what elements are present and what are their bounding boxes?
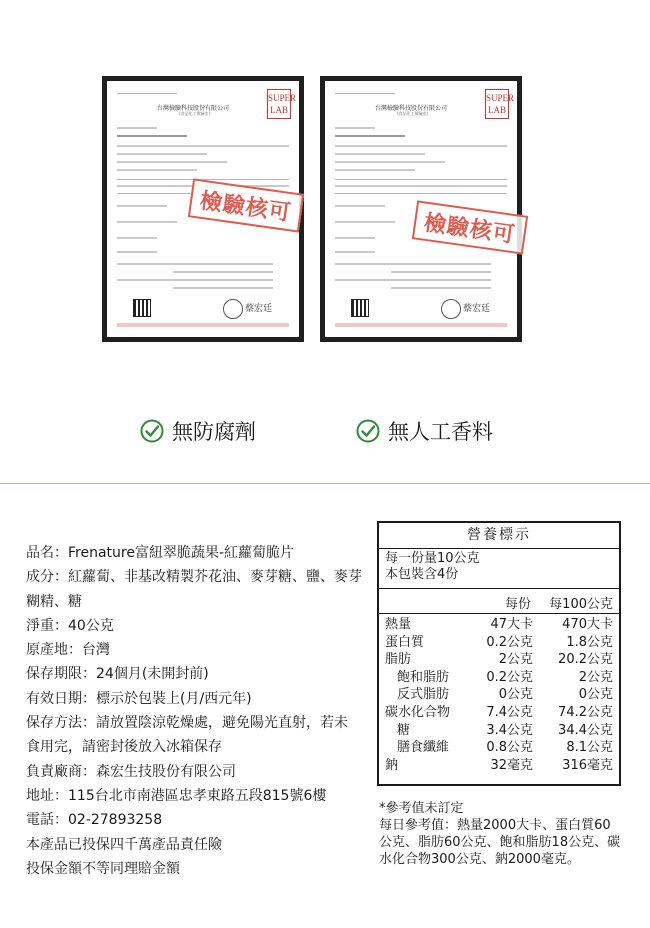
per-100g-value: 74.2公克 bbox=[558, 704, 613, 720]
col-per-100g: 每100公克 bbox=[549, 597, 613, 612]
nutrition-row bbox=[379, 704, 619, 722]
nutrition-header bbox=[379, 589, 619, 614]
nutrient-name: 蛋白質 bbox=[385, 634, 425, 650]
signature: 蔡宏廷 bbox=[463, 304, 491, 314]
reference-note-body: 每日參考值：熱量2000大卡、蛋白質60公克、脂肪60公克、飽和脂肪18公克、碳水化合物300公克、鈉2000毫克。 bbox=[379, 818, 621, 867]
insurance-note: 投保金額不等同理賠金額 bbox=[26, 860, 180, 877]
nutrient-name: 脂肪 bbox=[385, 652, 412, 668]
storage: 保存方法：請放置陰涼乾燥處，避免陽光直射，若未 bbox=[26, 715, 348, 732]
serving-size: 每一份量10公克 bbox=[385, 551, 480, 566]
phone: 電話：02-27893258 bbox=[26, 812, 163, 829]
reference-note-title: *參考值未訂定 bbox=[379, 801, 464, 816]
section-divider bbox=[0, 483, 650, 484]
qr-code bbox=[351, 299, 369, 317]
address: 地址：115台北市南港區忠孝東路五段815號6樓 bbox=[26, 787, 327, 804]
per-serving-value: 0公克 bbox=[498, 687, 533, 703]
per-100g-value: 316毫克 bbox=[562, 757, 613, 773]
nutrition-title: 營養標示 bbox=[379, 523, 619, 549]
nutrient-name: 膳食纖維 bbox=[397, 740, 450, 756]
shelf-life: 保存期限：24個月(未開封前) bbox=[26, 666, 209, 683]
check-circle-icon bbox=[140, 419, 164, 443]
super-lab-logo: SUPER LAB bbox=[485, 89, 509, 119]
approval-stamp: 檢驗核可 bbox=[188, 178, 304, 232]
no-preservatives-badge bbox=[140, 416, 256, 446]
servings-per-pack: 本包裝含4份 bbox=[385, 567, 459, 582]
nutrition-row bbox=[379, 651, 619, 669]
badge-label: 無防腐劑 bbox=[172, 420, 256, 444]
nutrient-name: 反式脂肪 bbox=[397, 687, 450, 703]
report-subtitle: (食品化工實驗室) bbox=[179, 111, 211, 116]
per-serving-value: 2公克 bbox=[498, 652, 533, 668]
check-circle-icon bbox=[356, 419, 380, 443]
nutrient-name: 鈉 bbox=[385, 757, 399, 773]
nutrition-row bbox=[379, 669, 619, 687]
per-100g-value: 1.8公克 bbox=[566, 634, 613, 650]
report-header bbox=[335, 103, 507, 119]
per-100g-value: 20.2公克 bbox=[558, 652, 613, 668]
per-serving-value: 47大卡 bbox=[490, 617, 533, 632]
nutrition-row bbox=[379, 722, 619, 740]
nutrition-row bbox=[379, 757, 619, 775]
insurance: 本產品已投保四千萬產品責任險 bbox=[26, 836, 222, 853]
per-100g-value: 0公克 bbox=[578, 687, 613, 703]
report-company: 台灣檢驗科技股份有限公司 bbox=[375, 105, 448, 112]
serving-info bbox=[379, 549, 619, 589]
expiry: 有效日期：標示於包裝上(月/西元年) bbox=[26, 690, 252, 707]
per-serving-value: 32毫克 bbox=[490, 757, 533, 773]
lab-seal bbox=[223, 299, 243, 319]
nutrient-name: 熱量 bbox=[385, 617, 412, 632]
report-header bbox=[117, 103, 289, 119]
approval-stamp: 檢驗核可 bbox=[412, 200, 528, 254]
per-serving-value: 0.8公克 bbox=[486, 740, 533, 756]
nutrition-row bbox=[379, 739, 619, 757]
per-serving-value: 3.4公克 bbox=[486, 722, 533, 738]
per-100g-value: 2公克 bbox=[578, 669, 613, 685]
nutrient-name: 碳水化合物 bbox=[385, 704, 451, 720]
super-lab-logo: SUPER LAB bbox=[267, 89, 291, 119]
report-company: 台灣檢驗科技股份有限公司 bbox=[157, 105, 230, 112]
badge-label: 無人工香料 bbox=[388, 420, 493, 444]
signature: 蔡宏廷 bbox=[245, 304, 273, 314]
per-100g-value: 8.1公克 bbox=[566, 740, 613, 756]
nutrition-rows bbox=[379, 614, 619, 774]
nutrition-row bbox=[379, 634, 619, 652]
lab-seal bbox=[441, 299, 461, 319]
nutrient-name: 糖 bbox=[397, 722, 411, 738]
col-per-serving: 每份 bbox=[504, 597, 531, 612]
qr-code bbox=[133, 299, 151, 317]
per-100g-value: 34.4公克 bbox=[558, 722, 613, 738]
storage-cont: 食用完，請密封後放入冰箱保存 bbox=[26, 739, 222, 756]
per-serving-value: 0.2公克 bbox=[486, 669, 533, 685]
origin: 原產地：台灣 bbox=[26, 642, 110, 659]
per-serving-value: 7.4公克 bbox=[486, 704, 533, 720]
per-serving-value: 0.2公克 bbox=[486, 634, 533, 650]
manufacturer: 負責廠商：森宏生技股份有限公司 bbox=[26, 763, 236, 780]
ingredients: 成分：紅蘿蔔、非基改精製芥花油、麥芽糖、鹽、麥芽 bbox=[26, 569, 362, 586]
nutrition-table bbox=[377, 521, 621, 786]
net-weight: 淨重：40公克 bbox=[26, 617, 114, 634]
ingredients-cont: 糊精、糖 bbox=[26, 593, 82, 610]
reference-note bbox=[379, 800, 623, 868]
nutrition-row bbox=[379, 616, 619, 634]
nutrition-row bbox=[379, 686, 619, 704]
product-info bbox=[26, 541, 366, 881]
report-subtitle: (食品化工實驗室) bbox=[397, 111, 429, 116]
no-artificial-flavor-badge bbox=[356, 416, 493, 446]
per-100g-value: 470大卡 bbox=[562, 617, 613, 632]
nutrient-name: 飽和脂肪 bbox=[397, 669, 450, 685]
product-name: 品名：Frenature富紐翠脆蔬果-紅蘿蔔脆片 bbox=[26, 545, 295, 561]
